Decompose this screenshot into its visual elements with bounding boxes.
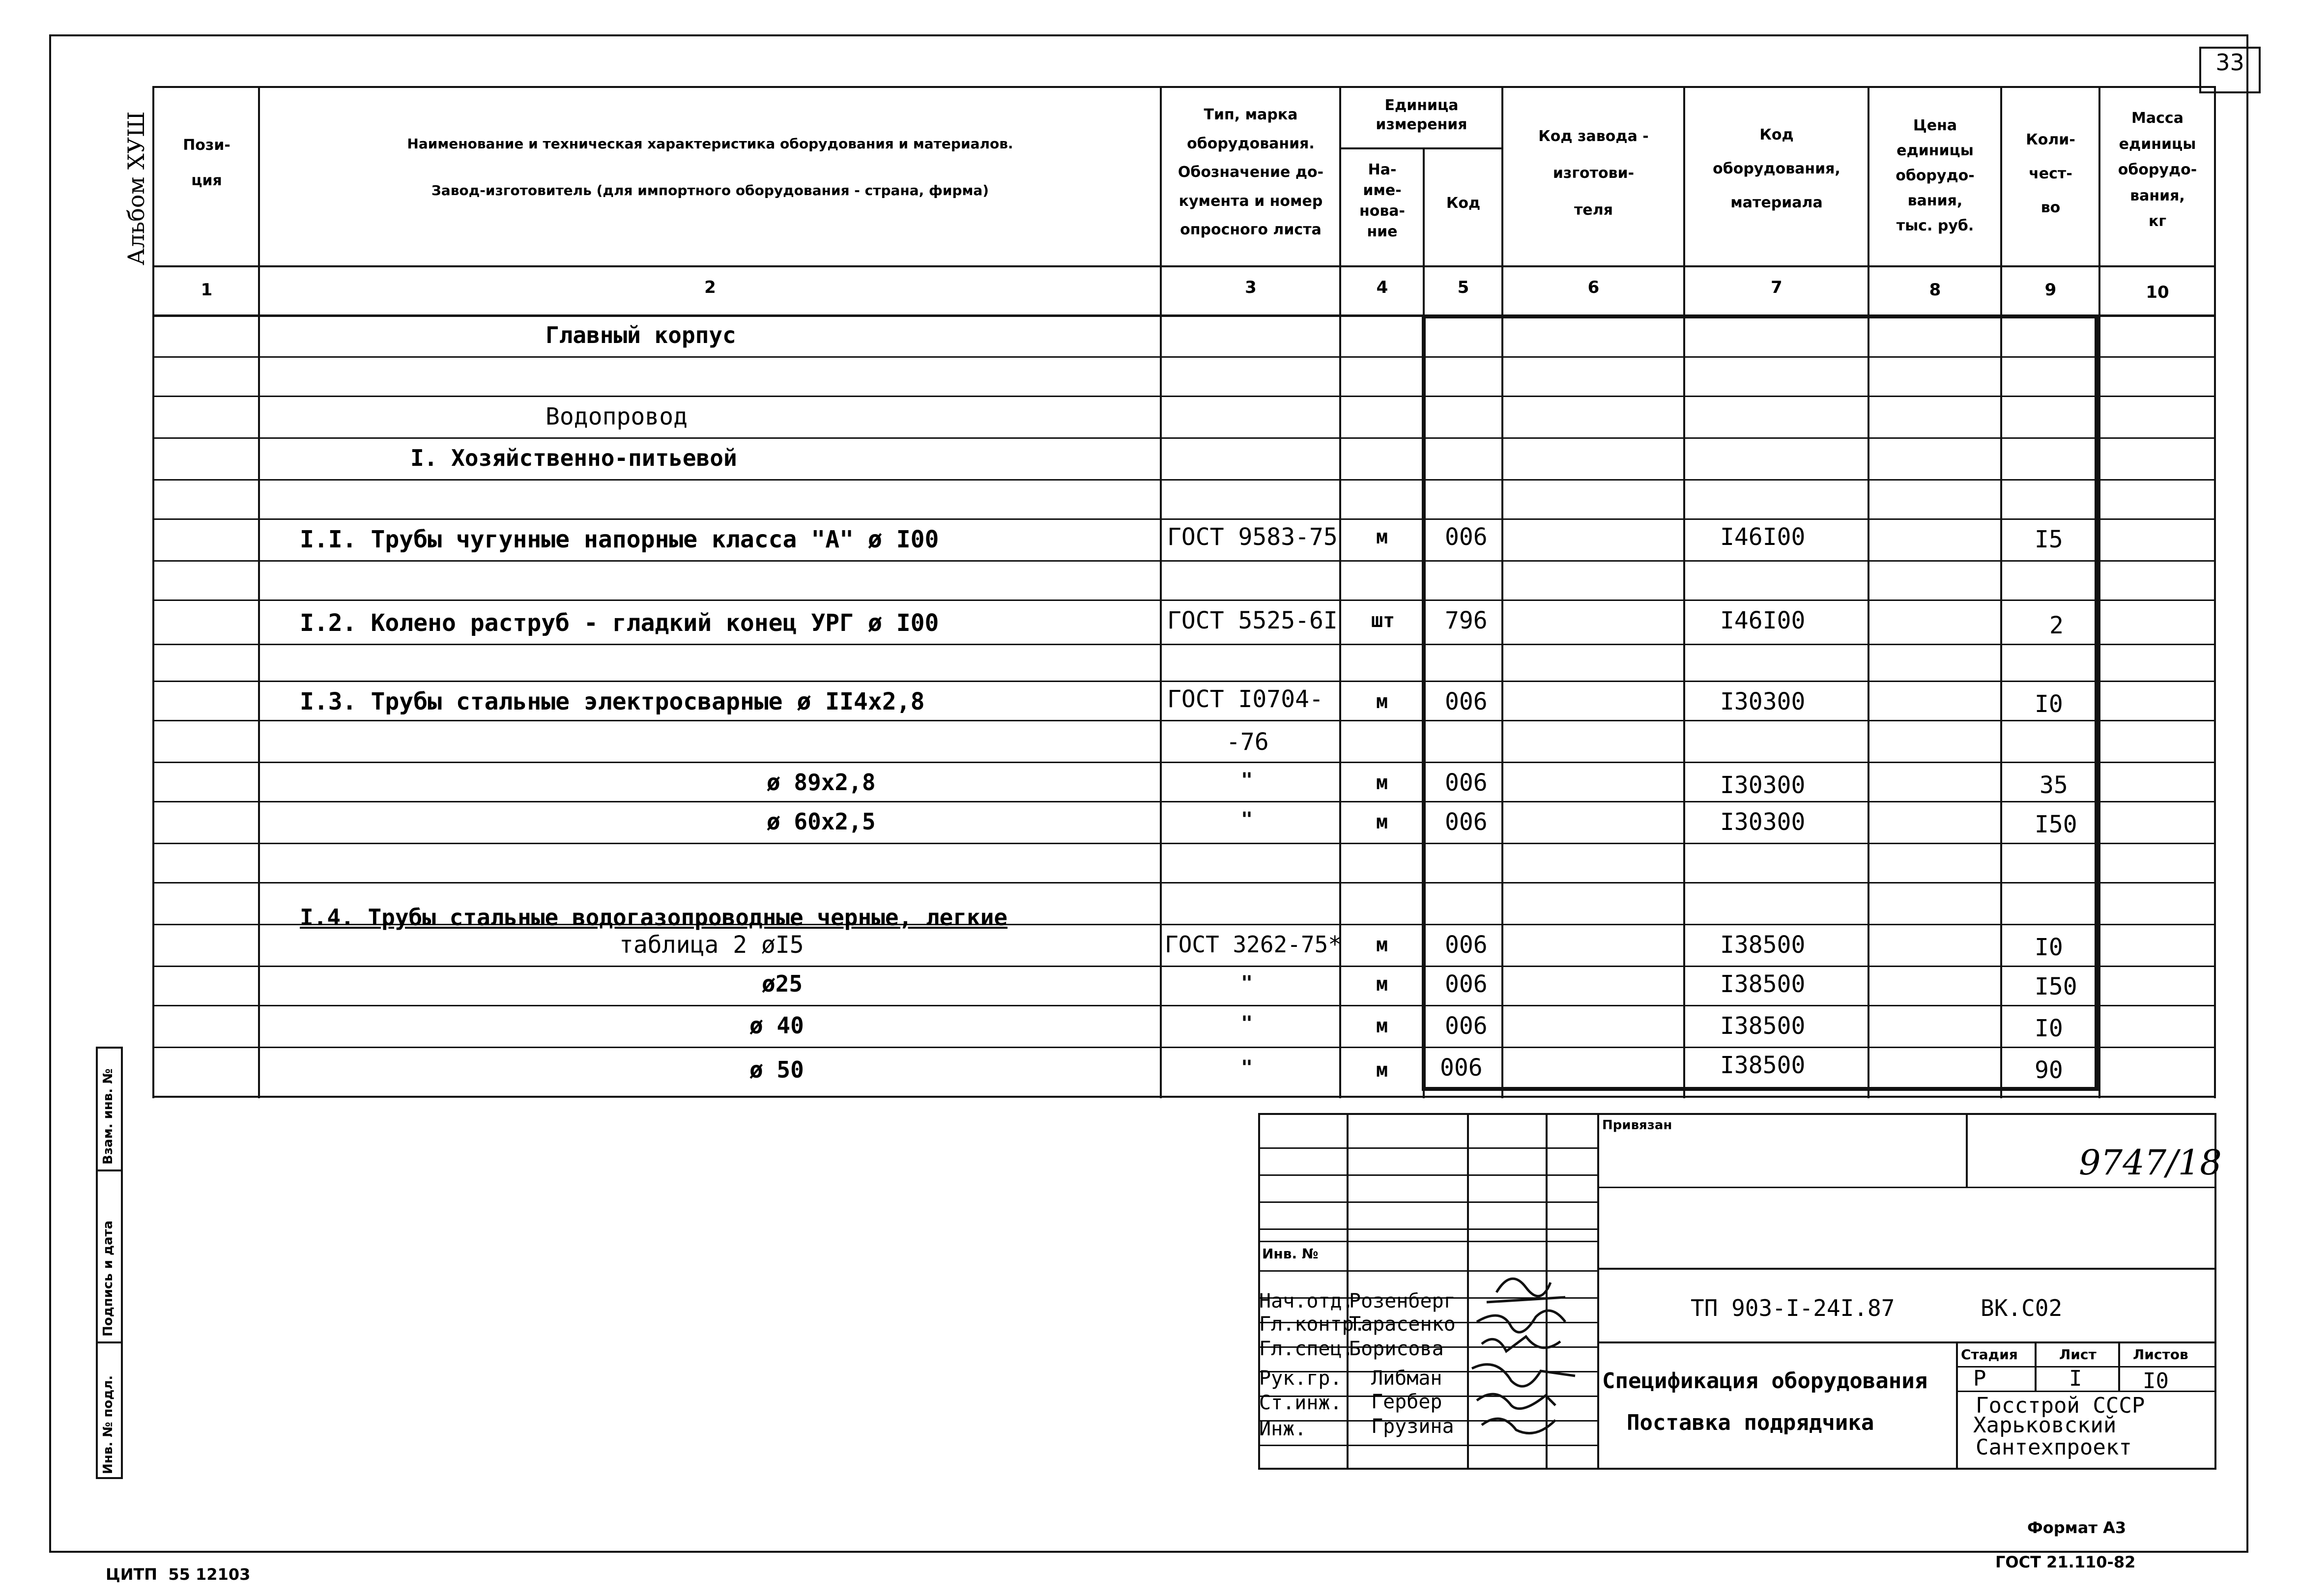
sign-name: Борисова — [1349, 1338, 1444, 1360]
row-name: I.4. Трубы стальные водогазопроводные черные, легкие — [300, 904, 1008, 931]
header-col10: Масса единицы оборудо- вания, кг — [2118, 110, 2197, 230]
org-line2: Харьковский — [1973, 1413, 2117, 1438]
row-name: таблица 2 øI5 — [619, 931, 804, 959]
sign-name: Гербер — [1371, 1391, 1442, 1413]
title-line1: Спецификация оборудования — [1602, 1368, 1928, 1394]
header-col3: Тип, марка оборудования. Обозначение до- кумента и номер опросного листа — [1178, 106, 1324, 238]
row-code: 006 — [1445, 688, 1488, 715]
handwritten-signatures — [1467, 1258, 1595, 1445]
colnum-10: 10 — [2146, 283, 2169, 302]
row-code: 006 — [1445, 970, 1488, 998]
header-col1: Пози- ция — [183, 137, 230, 189]
row-qty: 2 — [2049, 612, 2064, 639]
row-qty: 90 — [2035, 1056, 2063, 1084]
row-equip-code: I30300 — [1720, 771, 1806, 799]
project-code: ТП 903-I-24I.87 — [1691, 1295, 1895, 1321]
colnum-1: 1 — [201, 280, 213, 300]
row-code: 006 — [1445, 1012, 1488, 1040]
row-doc: " — [1241, 972, 1253, 995]
org-line3: Сантехпроект — [1976, 1435, 2132, 1460]
row-code: 796 — [1445, 607, 1488, 634]
row-unit: м — [1376, 690, 1388, 713]
row-qty: I50 — [2035, 811, 2077, 838]
row-unit: м — [1376, 973, 1388, 996]
format-label: Формат А3 — [2027, 1518, 2127, 1537]
privyazan-label: Привязан — [1602, 1118, 1672, 1133]
sign-role: Нач.отд. — [1259, 1290, 1354, 1312]
row-code: 006 — [1445, 808, 1488, 836]
row-name: Водопровод — [546, 403, 688, 430]
colnum-6: 6 — [1587, 278, 1600, 297]
header-col9: Коли- чест- во — [2026, 131, 2075, 216]
header-col7: Код оборудования, материала — [1713, 126, 1840, 211]
album-label: Альбом ХУШ — [123, 111, 149, 265]
row-unit: м — [1376, 934, 1388, 956]
row-unit: м — [1376, 771, 1388, 794]
row-name: I.3. Трубы стальные электросварные ø II4x2,8 — [300, 688, 925, 715]
row-doc: ГОСТ 9583-75 — [1167, 523, 1338, 551]
header-col6: Код завода - изготови- теля — [1538, 128, 1649, 219]
sign-role: Гл.контр. — [1259, 1313, 1366, 1336]
sheet-label: Лист — [2059, 1346, 2097, 1363]
colnum-2: 2 — [704, 278, 716, 297]
row-unit: шт — [1371, 609, 1395, 632]
stamp-vzam: Взам. инв. № — [101, 1068, 115, 1165]
sheet-frame — [49, 34, 2248, 1553]
row-doc: " — [1241, 1012, 1253, 1035]
row-name: Главный корпус — [546, 322, 736, 348]
colnum-7: 7 — [1771, 278, 1782, 297]
row-equip-code: I46I00 — [1720, 607, 1806, 634]
colnum-9: 9 — [2044, 280, 2057, 300]
row-name: ø 50 — [749, 1056, 804, 1083]
stage-value: Р — [1973, 1366, 1986, 1391]
row-code: 006 — [1445, 931, 1488, 959]
sign-role: Инж. — [1259, 1418, 1307, 1440]
org-line1: Госстрой СССР — [1976, 1393, 2145, 1418]
row-qty: I0 — [2035, 934, 2063, 961]
inv-label: Инв. № — [1262, 1246, 1319, 1262]
row-equip-code: I30300 — [1720, 688, 1806, 715]
title-line2: Поставка подрядчика — [1627, 1410, 1874, 1435]
row-doc: ГОСТ 3262-75* — [1165, 931, 1342, 958]
row-unit: м — [1376, 1015, 1388, 1037]
sign-name: Розенберг — [1349, 1290, 1456, 1312]
stamp-podpis: Подпись и дата — [101, 1220, 115, 1337]
row-code: 006 — [1445, 523, 1488, 551]
colnum-4: 4 — [1376, 278, 1388, 297]
row-qty: 35 — [2040, 771, 2068, 799]
row-equip-code: I46I00 — [1720, 523, 1806, 551]
sheets-label: Листов — [2133, 1346, 2188, 1363]
row-name: ø 60x2,5 — [767, 808, 876, 835]
row-qty: I5 — [2035, 526, 2063, 553]
row-name: I. Хозяйственно-питьевой — [410, 445, 737, 471]
ref-number: 9747/18 — [2079, 1142, 2222, 1183]
row-code: 006 — [1440, 1054, 1483, 1082]
row-equip-code: I38500 — [1720, 931, 1806, 959]
row-doc: " — [1241, 808, 1253, 831]
sign-name: Грузина — [1371, 1415, 1454, 1438]
row-doc: " — [1241, 1056, 1253, 1079]
row-unit: м — [1376, 811, 1388, 833]
row-qty: I0 — [2035, 1015, 2063, 1042]
sheets-value: I0 — [2143, 1368, 2169, 1394]
colnum-8: 8 — [1929, 280, 1941, 300]
row-doc: ГОСТ I0704- — [1167, 685, 1323, 713]
row-qty: I0 — [2035, 690, 2063, 718]
row-name: ø 89x2,8 — [767, 769, 876, 796]
stamp-inv-podl: Инв. № подл. — [101, 1375, 115, 1474]
sign-role: Гл.спец. — [1259, 1338, 1354, 1360]
row-qty: I50 — [2035, 973, 2077, 1000]
row-name: ø 40 — [749, 1012, 804, 1039]
row-equip-code: I38500 — [1720, 1012, 1806, 1040]
colnum-3: 3 — [1245, 278, 1257, 297]
row-doc: -76 — [1226, 728, 1269, 756]
row-equip-code: I38500 — [1720, 1052, 1806, 1079]
row-doc: ГОСТ 5525-6I — [1167, 607, 1338, 634]
gost-label: ГОСТ 21.110-82 — [1995, 1553, 2136, 1571]
row-equip-code: I38500 — [1720, 970, 1806, 998]
header-col4: На- име- нова- ние — [1359, 161, 1406, 240]
row-name: I.2. Колено раструб - гладкий конец УРГ ø I00 — [300, 609, 939, 637]
doc-code: ВК.С02 — [1981, 1295, 2063, 1321]
header-col5: Код — [1446, 195, 1481, 212]
sign-name: Тарасенко — [1349, 1313, 1456, 1336]
row-equip-code: I30300 — [1720, 808, 1806, 836]
row-name: I.I. Трубы чугунные напорные класса "А" ø I00 — [300, 526, 939, 553]
row-unit: м — [1376, 526, 1388, 548]
row-name: ø25 — [762, 970, 803, 997]
sign-name: Либман — [1371, 1367, 1442, 1390]
row-doc: " — [1241, 769, 1253, 792]
row-unit: м — [1376, 1059, 1388, 1082]
header-col2-line1: Наименование и техническая характеристика оборудования и материалов. — [407, 136, 1013, 152]
colnum-5: 5 — [1457, 278, 1469, 297]
sign-role: Рук.гр. — [1259, 1367, 1342, 1390]
sign-role: Ст.инж. — [1259, 1392, 1342, 1414]
sheet-value: I — [2069, 1366, 2082, 1391]
row-code: 006 — [1445, 769, 1488, 797]
stage-label: Стадия — [1961, 1346, 2018, 1363]
header-unit-group: Единица измерения — [1376, 97, 1467, 133]
bottom-left-code: ЦИТП 55 12103 — [106, 1565, 251, 1584]
header-col8: Цена единицы оборудо- вания, тыс. руб. — [1896, 117, 1975, 234]
sheet-number: 33 — [2215, 49, 2244, 76]
header-col2-line2: Завод-изготовитель (для импортного оборудования - страна, фирма) — [431, 182, 989, 199]
